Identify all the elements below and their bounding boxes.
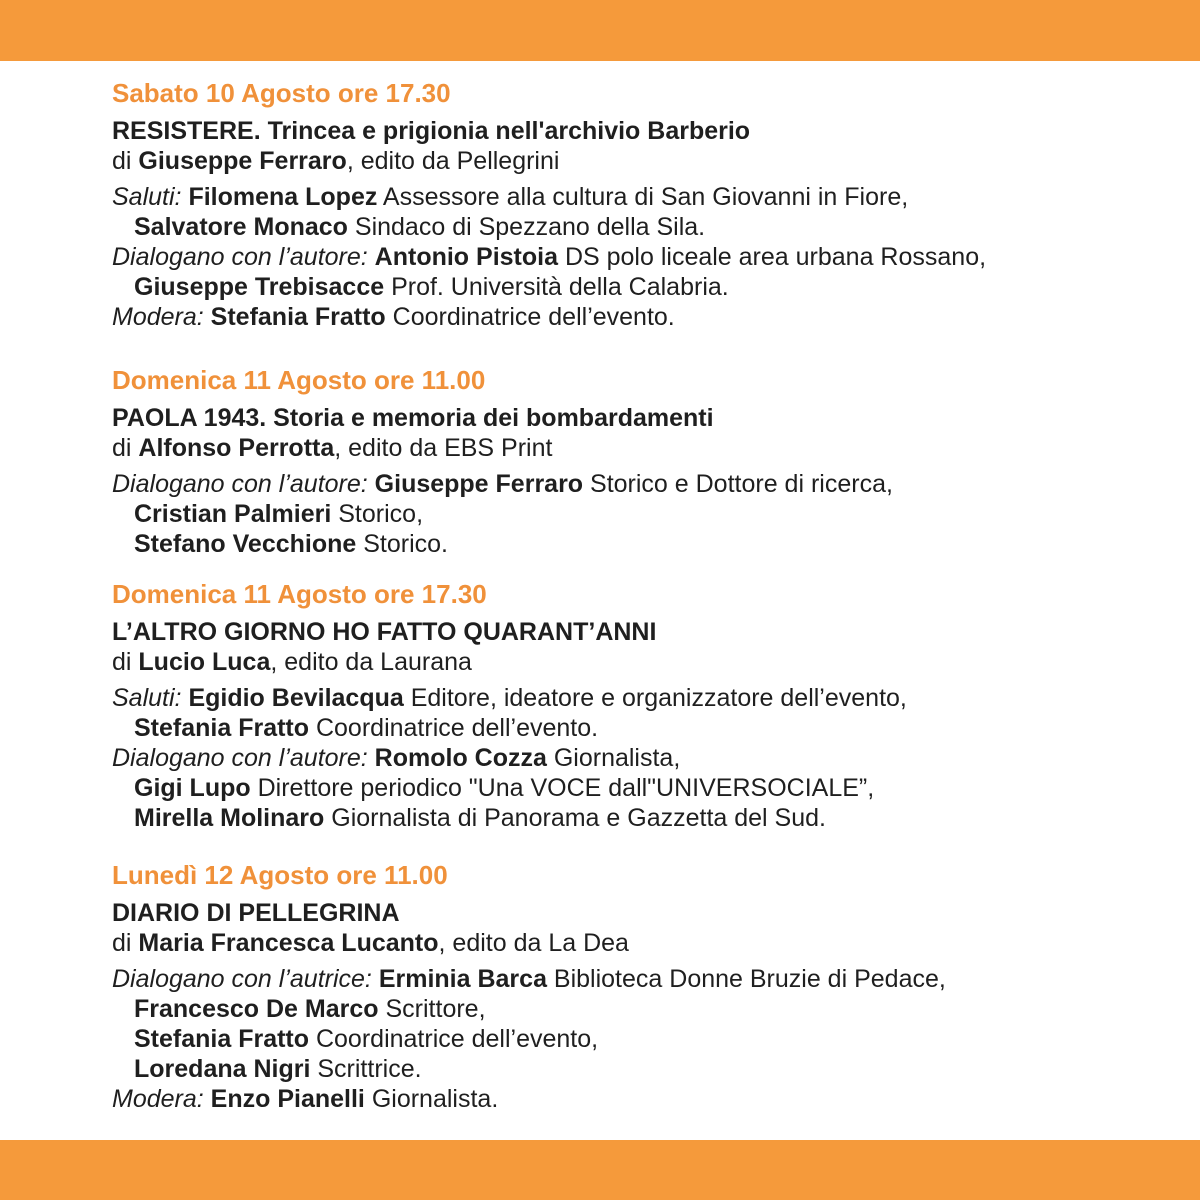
bottom-orange-band	[0, 1140, 1200, 1200]
participant-desc: Biblioteca Donne Bruzie di Pedace,	[546, 965, 946, 993]
participant-name: Giuseppe Trebisacce	[134, 273, 385, 301]
participant-name: Salvatore Monaco	[134, 213, 348, 241]
participants	[112, 683, 907, 833]
participant-desc: Editore, ideatore e organizzatore dell’evento,	[403, 684, 907, 712]
participant-desc: Scrittrice.	[310, 1055, 422, 1083]
byline-publisher: , edito da EBS Print	[334, 434, 553, 462]
book-byline	[112, 146, 986, 176]
participant-line	[112, 499, 893, 529]
participant-name: Mirella Molinaro	[134, 804, 325, 832]
byline-prefix: di	[112, 147, 139, 175]
participant-desc: Coordinatrice dell’evento.	[309, 714, 599, 742]
book-byline	[112, 928, 946, 958]
byline-prefix: di	[112, 929, 139, 957]
participant-line	[112, 994, 946, 1024]
book-byline	[112, 433, 893, 463]
participant-name: Stefania Fratto	[134, 714, 310, 742]
event-4	[112, 860, 946, 1114]
participant-line	[112, 469, 893, 499]
book-author: Maria Francesca Lucanto	[138, 929, 439, 957]
participant-name: Filomena Lopez	[188, 183, 378, 211]
participant-name: Antonio Pistoia	[374, 243, 558, 271]
participant-line	[112, 272, 986, 302]
book-title: RESISTERE. Trincea e prigionia nell'archivio Barberio	[112, 117, 751, 145]
participant-desc: Direttore periodico "Una VOCE dall"UNIVERSOCIALE”,	[250, 774, 875, 802]
book-title: DIARIO DI PELLEGRINA	[112, 899, 400, 927]
book-byline	[112, 647, 907, 677]
participant-role: Modera:	[112, 303, 211, 331]
participant-name: Francesco De Marco	[134, 995, 379, 1023]
participant-line	[112, 803, 907, 833]
participant-role: Saluti:	[112, 684, 189, 712]
top-orange-band	[0, 0, 1200, 61]
participant-desc: DS polo liceale area urbana Rossano,	[558, 243, 987, 271]
participants	[112, 182, 986, 332]
participant-name: Enzo Pianelli	[210, 1085, 365, 1113]
participant-desc: Scrittore,	[378, 995, 486, 1023]
participant-desc: Storico,	[331, 500, 424, 528]
participant-desc: Giornalista,	[546, 744, 681, 772]
participant-line	[112, 302, 986, 332]
participants	[112, 469, 893, 559]
participant-line	[112, 743, 907, 773]
event-1	[112, 78, 986, 332]
participant-name: Romolo Cozza	[374, 744, 547, 772]
participant-desc: Coordinatrice dell’evento.	[385, 303, 675, 331]
event-date: Lunedì 12 Agosto ore 11.00	[112, 860, 448, 890]
participant-role: Dialogano con l’autore:	[112, 470, 375, 498]
participant-line	[112, 1024, 946, 1054]
book-author: Giuseppe Ferraro	[138, 147, 347, 175]
participant-role: Dialogano con l’autore:	[112, 744, 375, 772]
book-title: L’ALTRO GIORNO HO FATTO QUARANT’ANNI	[112, 618, 657, 646]
participant-desc: Storico e Dottore di ricerca,	[583, 470, 893, 498]
event-date: Sabato 10 Agosto ore 17.30	[112, 78, 451, 108]
byline-prefix: di	[112, 648, 139, 676]
participant-role: Saluti:	[112, 183, 189, 211]
book-author: Lucio Luca	[138, 648, 271, 676]
event-3	[112, 579, 907, 833]
book-author: Alfonso Perrotta	[138, 434, 335, 462]
event-2	[112, 365, 893, 559]
byline-publisher: , edito da Laurana	[270, 648, 472, 676]
participant-line	[112, 212, 986, 242]
byline-prefix: di	[112, 434, 139, 462]
byline-publisher: , edito da La Dea	[438, 929, 629, 957]
participant-line	[112, 529, 893, 559]
participant-name: Cristian Palmieri	[134, 500, 332, 528]
participant-name: Stefano Vecchione	[134, 530, 357, 558]
event-date: Domenica 11 Agosto ore 11.00	[112, 365, 486, 395]
participant-name: Stefania Fratto	[134, 1025, 310, 1053]
participant-desc: Giornalista di Panorama e Gazzetta del Sud.	[324, 804, 826, 832]
participant-line	[112, 964, 946, 994]
participant-role: Dialogano con l’autrice:	[112, 965, 379, 993]
participant-line	[112, 1084, 946, 1114]
participant-line	[112, 683, 907, 713]
participant-name: Giuseppe Ferraro	[374, 470, 584, 498]
participant-name: Gigi Lupo	[134, 774, 251, 802]
participant-desc: Giornalista.	[364, 1085, 499, 1113]
participant-line	[112, 773, 907, 803]
participant-desc: Storico.	[356, 530, 448, 558]
participants	[112, 964, 946, 1114]
participant-desc: Assessore alla cultura di San Giovanni in Fiore,	[377, 183, 909, 211]
byline-publisher: , edito da Pellegrini	[346, 147, 560, 175]
participant-desc: Prof. Università della Calabria.	[384, 273, 729, 301]
event-date: Domenica 11 Agosto ore 17.30	[112, 579, 487, 609]
participant-line	[112, 713, 907, 743]
participant-name: Loredana Nigri	[134, 1055, 311, 1083]
participant-role: Modera:	[112, 1085, 211, 1113]
participant-name: Stefania Fratto	[210, 303, 386, 331]
participant-line	[112, 182, 986, 212]
book-title: PAOLA 1943. Storia e memoria dei bombardamenti	[112, 404, 714, 432]
participant-line	[112, 1054, 946, 1084]
participant-desc: Sindaco di Spezzano della Sila.	[347, 213, 706, 241]
participant-name: Erminia Barca	[378, 965, 547, 993]
participant-name: Egidio Bevilacqua	[188, 684, 404, 712]
participant-line	[112, 242, 986, 272]
participant-role: Dialogano con l’autore:	[112, 243, 375, 271]
participant-desc: Coordinatrice dell’evento,	[309, 1025, 599, 1053]
